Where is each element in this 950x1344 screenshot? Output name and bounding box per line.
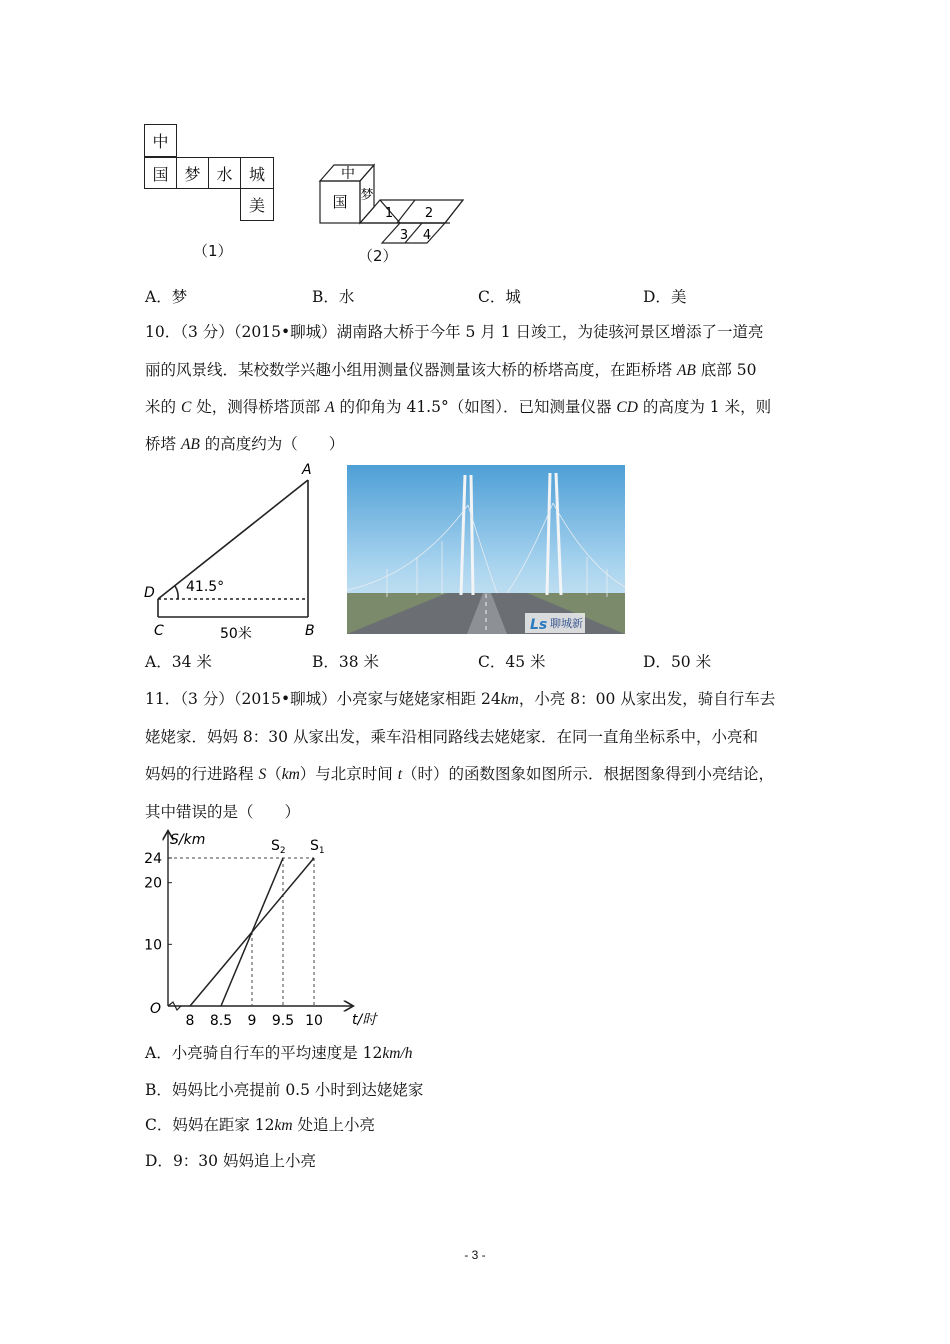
square-label-4: 4 [422,228,432,243]
origin-label: O [150,1001,162,1017]
option-text: 9：30 妈妈追上小亮 [172,1152,316,1170]
net-cell-guo: 国 [144,157,177,189]
option-letter: A． [145,288,172,306]
dashed-guides [168,858,314,1006]
bridge-photo [347,465,625,634]
option-text: 50 米 [670,653,712,671]
q10-triangle-diagram [140,460,330,645]
q9-option-d[interactable] [643,287,686,307]
q11-option-b[interactable] [145,1080,423,1101]
q10-line-2: 丽的风景线．某校数学兴趣小组用测量仪器测量该大桥的桥塔高度，在距桥塔 AB 底部 50 [145,361,757,379]
q10-line-4: 桥塔 AB 的高度约为（ ） [145,435,345,453]
x-axis-label: t/时 [352,1012,377,1028]
option-text: 美 [670,288,687,306]
net-cell-mei: 美 [240,188,274,221]
option-unit: km [274,1117,293,1134]
option-text: 妈妈比小亮提前 0.5 小时到达姥姥家 [171,1081,424,1099]
option-text: 城 [505,288,521,306]
net-cell-shui: 水 [208,157,241,189]
q10-option-d[interactable] [643,652,711,672]
y-tick-label: 24 [144,851,162,867]
q9-option-b[interactable] [312,287,354,307]
option-unit: km/h [382,1045,413,1062]
option-letter: B． [312,653,339,671]
series-label-s1: $S_1$ [310,838,325,856]
photo-watermark: 聊城新 [550,617,583,630]
option-letter: D． [145,1152,173,1170]
option-text: 45 米 [505,653,546,671]
page-number: - 3 - [464,1248,486,1262]
watermark-logo-icon: Ls [530,617,548,633]
angle-label: 41.5° [186,579,225,595]
option-text: 38 米 [338,653,380,671]
option-text: 妈妈在距家 12 [172,1116,275,1134]
q11-option-d[interactable] [145,1151,316,1172]
series-label-s2: $S_2$ [271,838,286,856]
x-tick-label: 9 [247,1013,257,1028]
net-cell-cheng: 城 [240,157,274,189]
net-cell-zhong: 中 [144,124,177,157]
series-lines [190,838,325,1006]
option-letter: B． [145,1081,172,1099]
cube-face-meng: 梦 [360,188,374,203]
q11-line-1: 11．（3 分）（2015•聊城）小亮家与姥姥家相距 24km，小亮 8：00 从家出发，骑自行车去 [145,690,776,708]
tick-labels [144,851,323,1028]
q10-option-c[interactable] [478,652,546,672]
point-b-label: B [305,623,315,639]
q10-line-1: 10．（3 分）（2015•聊城）湖南路大桥于今年 5 月 1 日竣工，为徒骇河景区增添了一道亮 [145,323,764,341]
q11-line-2: 姥姥家．妈妈 8：30 从家出发，乘车沿相同路线去姥姥家．在同一直角坐标系中，小亮和 [145,728,758,746]
q9-option-a[interactable] [145,287,187,307]
option-text: 34 米 [171,653,212,671]
x-tick-label: 8 [185,1013,195,1028]
option-letter: D． [643,288,671,306]
y-tick-label: 20 [144,875,162,892]
option-letter: A． [145,653,172,671]
option-letter: C． [145,1116,173,1134]
option-text: 水 [338,288,355,306]
q11-function-graph [140,828,385,1028]
option-text: 梦 [171,288,188,306]
point-a-label: A [302,462,312,478]
q11-line-3: 妈妈的行进路程 S（km）与北京时间 t（时）的函数图象如图所示．根据图象得到小亮结论， [145,765,775,783]
option-letter: C． [478,288,506,306]
figure-2-label: （2） [358,247,398,265]
option-text: 小亮骑自行车的平均速度是 12 [171,1044,383,1062]
q10-line-3: 米的 C 处，测得桥塔顶部 A 的仰角为 41.5°（如图）．已知测量仪器 CD 的高度为 1 米，则 [145,398,772,416]
q9-option-c[interactable] [478,287,521,307]
figure-1-label: （1） [193,242,233,260]
square-label-3: 3 [399,228,409,243]
x-tick-label: 8.5 [209,1013,233,1028]
cube-face-zhong: 中 [341,166,355,182]
x-tick-label: 10 [305,1013,323,1028]
cube-face-guo: 国 [332,193,348,211]
option-letter: C． [478,653,506,671]
q10-option-b[interactable] [312,652,379,672]
square-label-2: 2 [424,206,434,221]
net-cell-meng: 梦 [176,157,209,189]
point-c-label: C [154,623,164,639]
square-label-1: 1 [384,206,394,221]
series-line-s2 [221,858,283,1006]
distance-label: 50米 [220,626,252,642]
point-d-label: D [144,585,155,601]
q10-option-a[interactable] [145,652,212,672]
option-letter: A． [145,1044,172,1062]
y-tick-label: 10 [144,937,162,954]
option-letter: D． [643,653,671,671]
q11-option-c[interactable]: C．妈妈在距家 12km 处追上小亮 [145,1116,376,1134]
q11-option-a[interactable] [145,1043,413,1064]
option-letter: B． [312,288,339,306]
y-axis-label: S/km [170,832,206,848]
q11-line-4: 其中错误的是（ ） [145,803,301,821]
x-tick-label: 9.5 [271,1013,295,1028]
